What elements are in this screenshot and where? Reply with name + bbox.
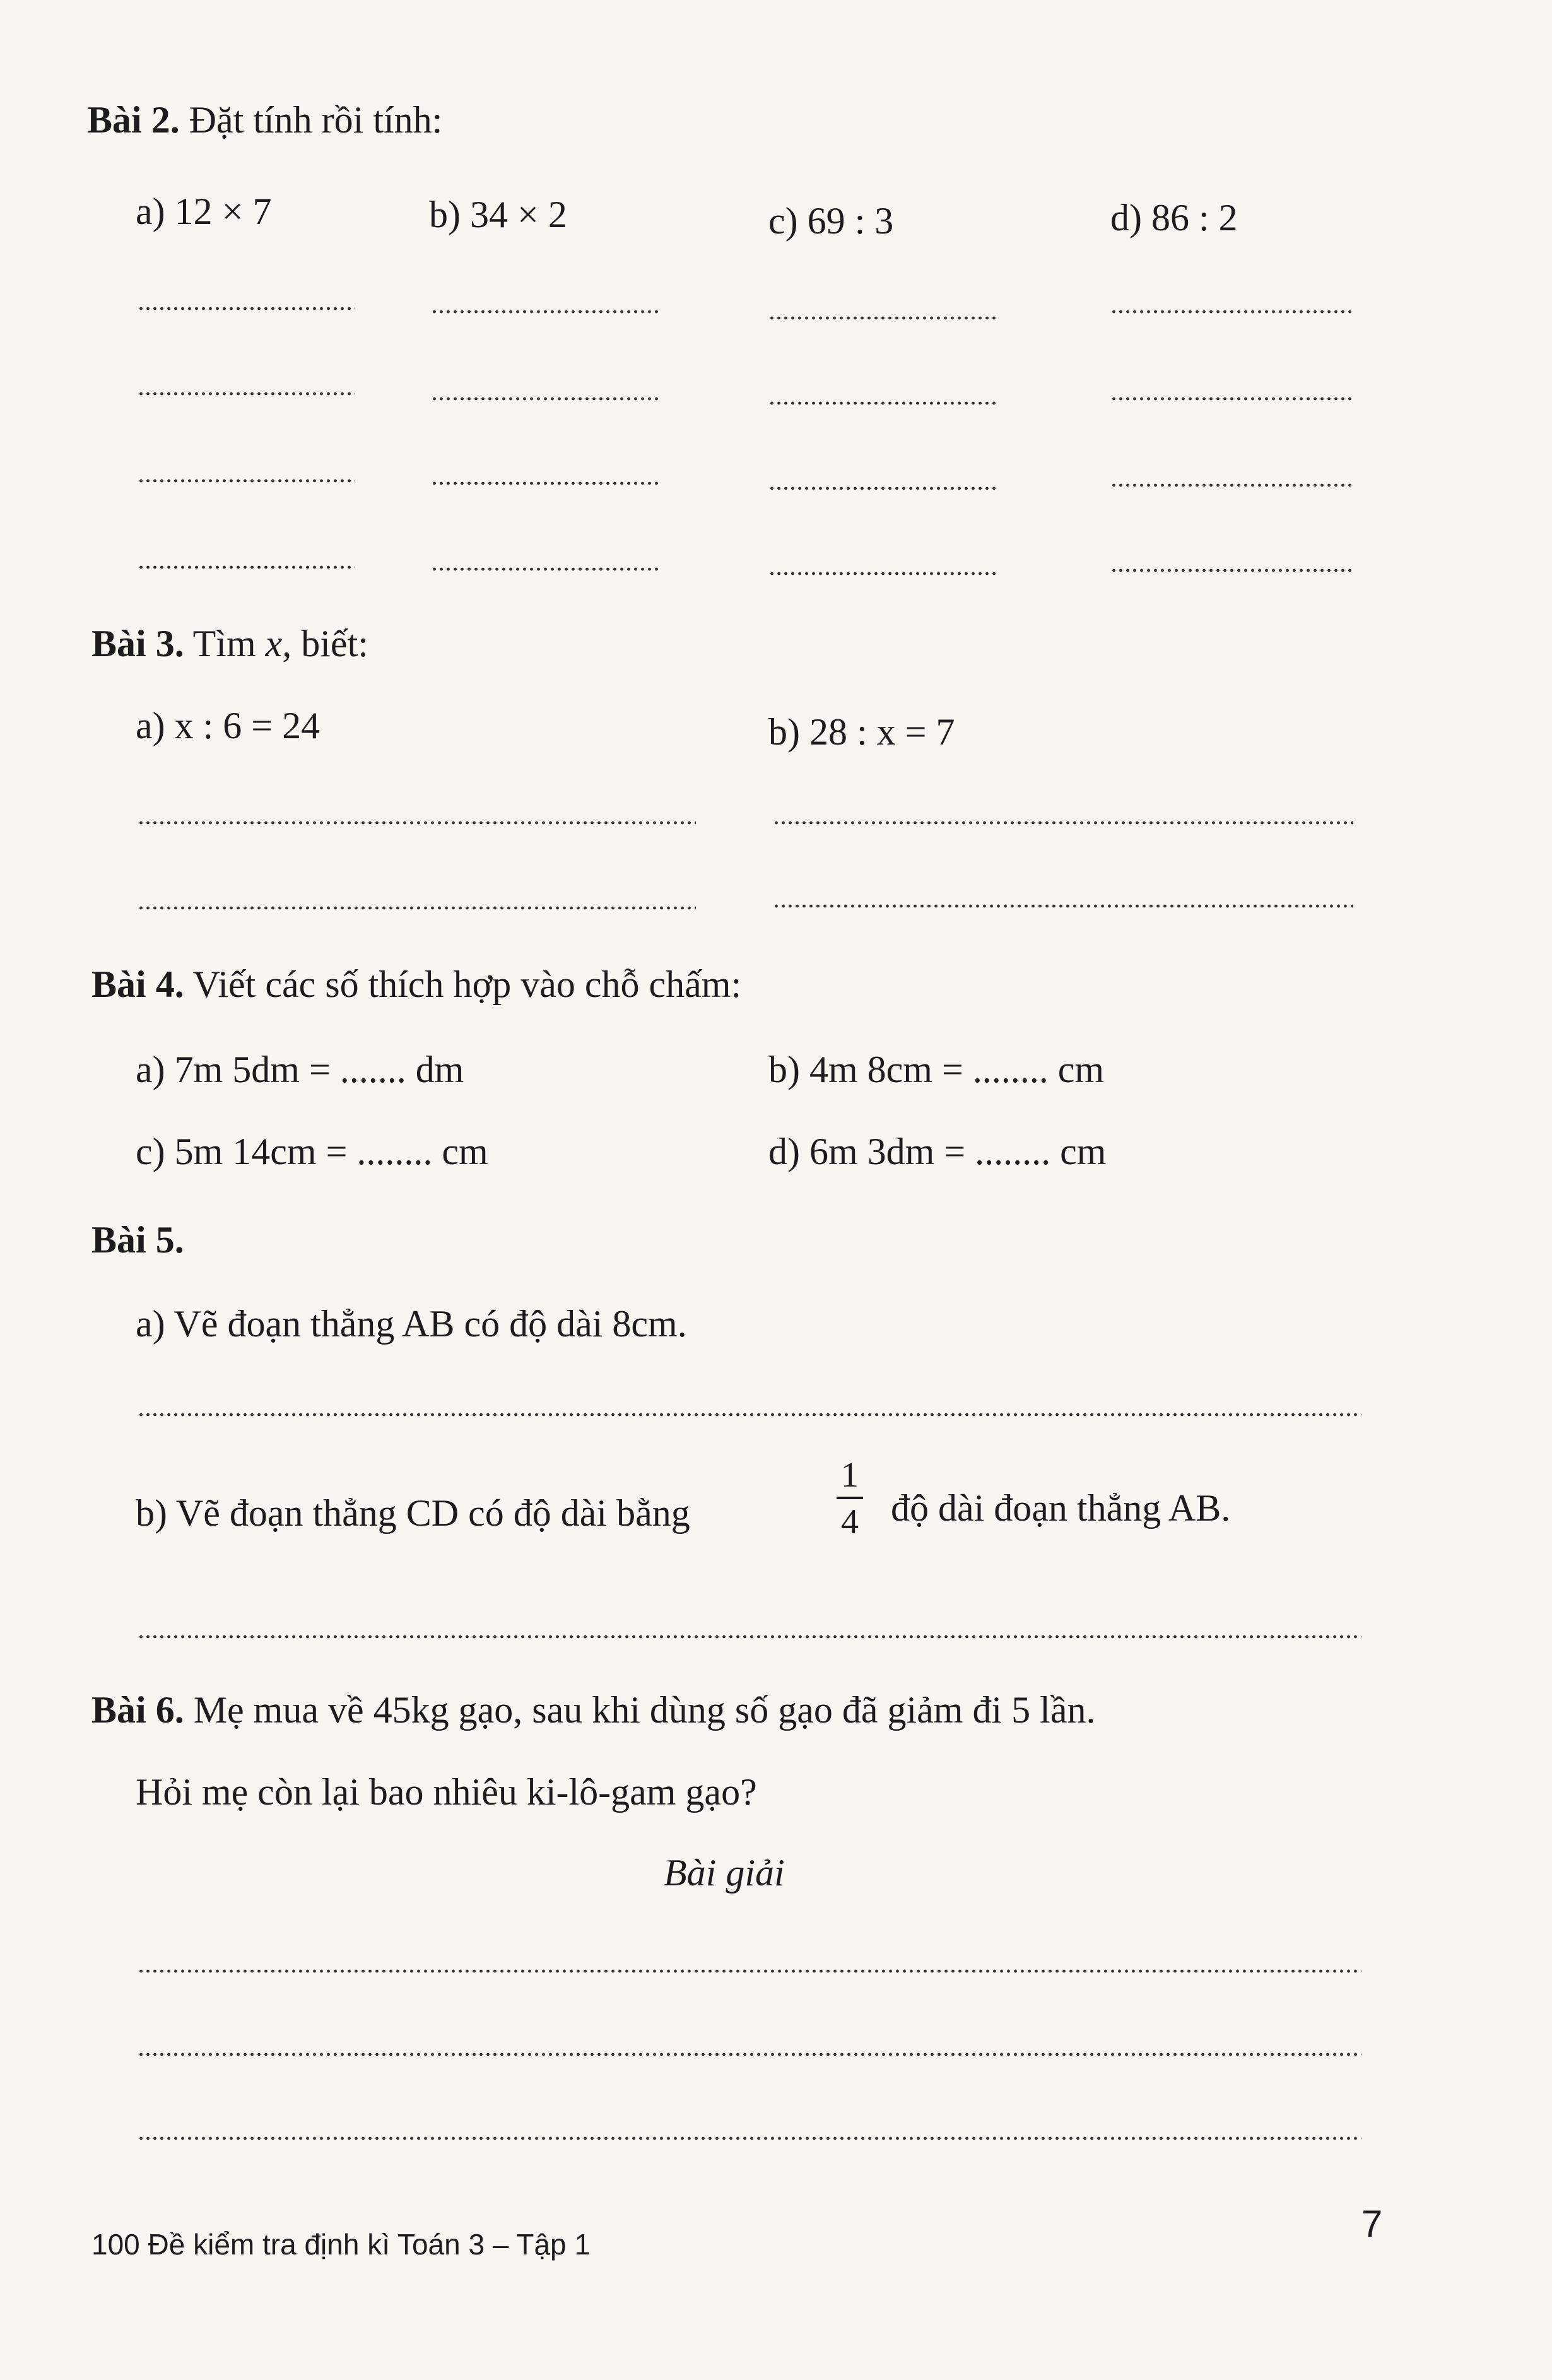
bai6-number: Bài 6.: [91, 1689, 184, 1731]
answer-line[interactable]: [773, 820, 1353, 825]
answer-line[interactable]: [431, 567, 661, 572]
fraction-one-quarter: [837, 1458, 863, 1540]
bai4-item-a[interactable]: a) 7m 5dm = ....... dm: [136, 1049, 464, 1090]
answer-line[interactable]: [138, 391, 355, 396]
answer-line[interactable]: [138, 1412, 1361, 1417]
bai5-item-b-post: độ dài đoạn thẳng AB.: [891, 1487, 1231, 1529]
bai6-heading: [91, 1691, 1095, 1729]
bai3-number: Bài 3.: [91, 623, 184, 664]
answer-line[interactable]: [138, 1969, 1361, 1974]
answer-line[interactable]: [431, 309, 661, 314]
answer-line[interactable]: [1110, 309, 1353, 314]
bai6-line2: Hỏi mẹ còn lại bao nhiêu ki-lô-gam gạo?: [136, 1771, 757, 1813]
bai4-item-d[interactable]: d) 6m 3dm = ........ cm: [768, 1131, 1107, 1172]
page-number: 7: [1361, 2203, 1383, 2245]
bai4-item-c[interactable]: c) 5m 14cm = ........ cm: [136, 1131, 488, 1172]
answer-line[interactable]: [1110, 396, 1353, 401]
answer-line[interactable]: [431, 396, 661, 401]
solution-label: Bài giải: [664, 1852, 785, 1894]
answer-line[interactable]: [138, 306, 355, 311]
answer-line[interactable]: [431, 481, 661, 486]
bai2-item-c: c) 69 : 3: [768, 200, 894, 242]
answer-line[interactable]: [1110, 568, 1353, 573]
answer-line[interactable]: [138, 2136, 1361, 2141]
book-title-footer: 100 Đề kiểm tra định kì Toán 3 – Tập 1: [91, 2228, 591, 2261]
bai5-item-b-pre: b) Vẽ đoạn thẳng CD có độ dài bằng: [136, 1492, 690, 1534]
bai2-number: Bài 2.: [87, 99, 180, 141]
answer-line[interactable]: [138, 478, 355, 483]
bai6-line1: Mẹ mua về 45kg gạo, sau khi dùng số gạo đã giảm đi 5 lần.: [193, 1689, 1096, 1731]
bai3-text-post: , biết:: [282, 623, 368, 664]
answer-line[interactable]: [138, 1634, 1361, 1639]
bai4-instruction: Viết các số thích hợp vào chỗ chấm:: [192, 963, 742, 1005]
answer-line[interactable]: [773, 904, 1353, 909]
answer-line[interactable]: [138, 2052, 1361, 2057]
bai3-variable: x: [265, 623, 283, 664]
bai3-text-pre: Tìm: [192, 623, 266, 664]
answer-line[interactable]: [138, 820, 696, 825]
bai3-item-a: a) x : 6 = 24: [136, 705, 320, 746]
fraction-denominator: 4: [841, 1502, 859, 1541]
fraction-numerator: 1: [841, 1456, 859, 1495]
answer-line[interactable]: [138, 905, 696, 910]
bai3-heading: [91, 625, 368, 663]
bai4-number: Bài 4.: [91, 963, 184, 1005]
bai4-item-b[interactable]: b) 4m 8cm = ........ cm: [768, 1049, 1105, 1090]
answer-line[interactable]: [768, 571, 996, 576]
bai4-heading: [91, 965, 741, 1003]
bai3-item-b: b) 28 : x = 7: [768, 711, 955, 753]
bai2-instruction: Đặt tính rồi tính:: [189, 99, 443, 141]
answer-line[interactable]: [1110, 483, 1353, 488]
bai2-heading: [87, 101, 442, 139]
answer-line[interactable]: [768, 486, 996, 491]
bai5-number: Bài 5.: [91, 1219, 184, 1261]
answer-line[interactable]: [768, 401, 996, 406]
answer-line[interactable]: [138, 565, 355, 570]
bai2-item-d: d) 86 : 2: [1110, 197, 1238, 239]
bai5-item-a: a) Vẽ đoạn thẳng AB có độ dài 8cm.: [136, 1303, 687, 1345]
answer-line[interactable]: [768, 315, 996, 321]
bai5-heading: [91, 1221, 184, 1259]
bai2-item-b: b) 34 × 2: [429, 194, 567, 235]
bai2-item-a: a) 12 × 7: [136, 191, 272, 232]
